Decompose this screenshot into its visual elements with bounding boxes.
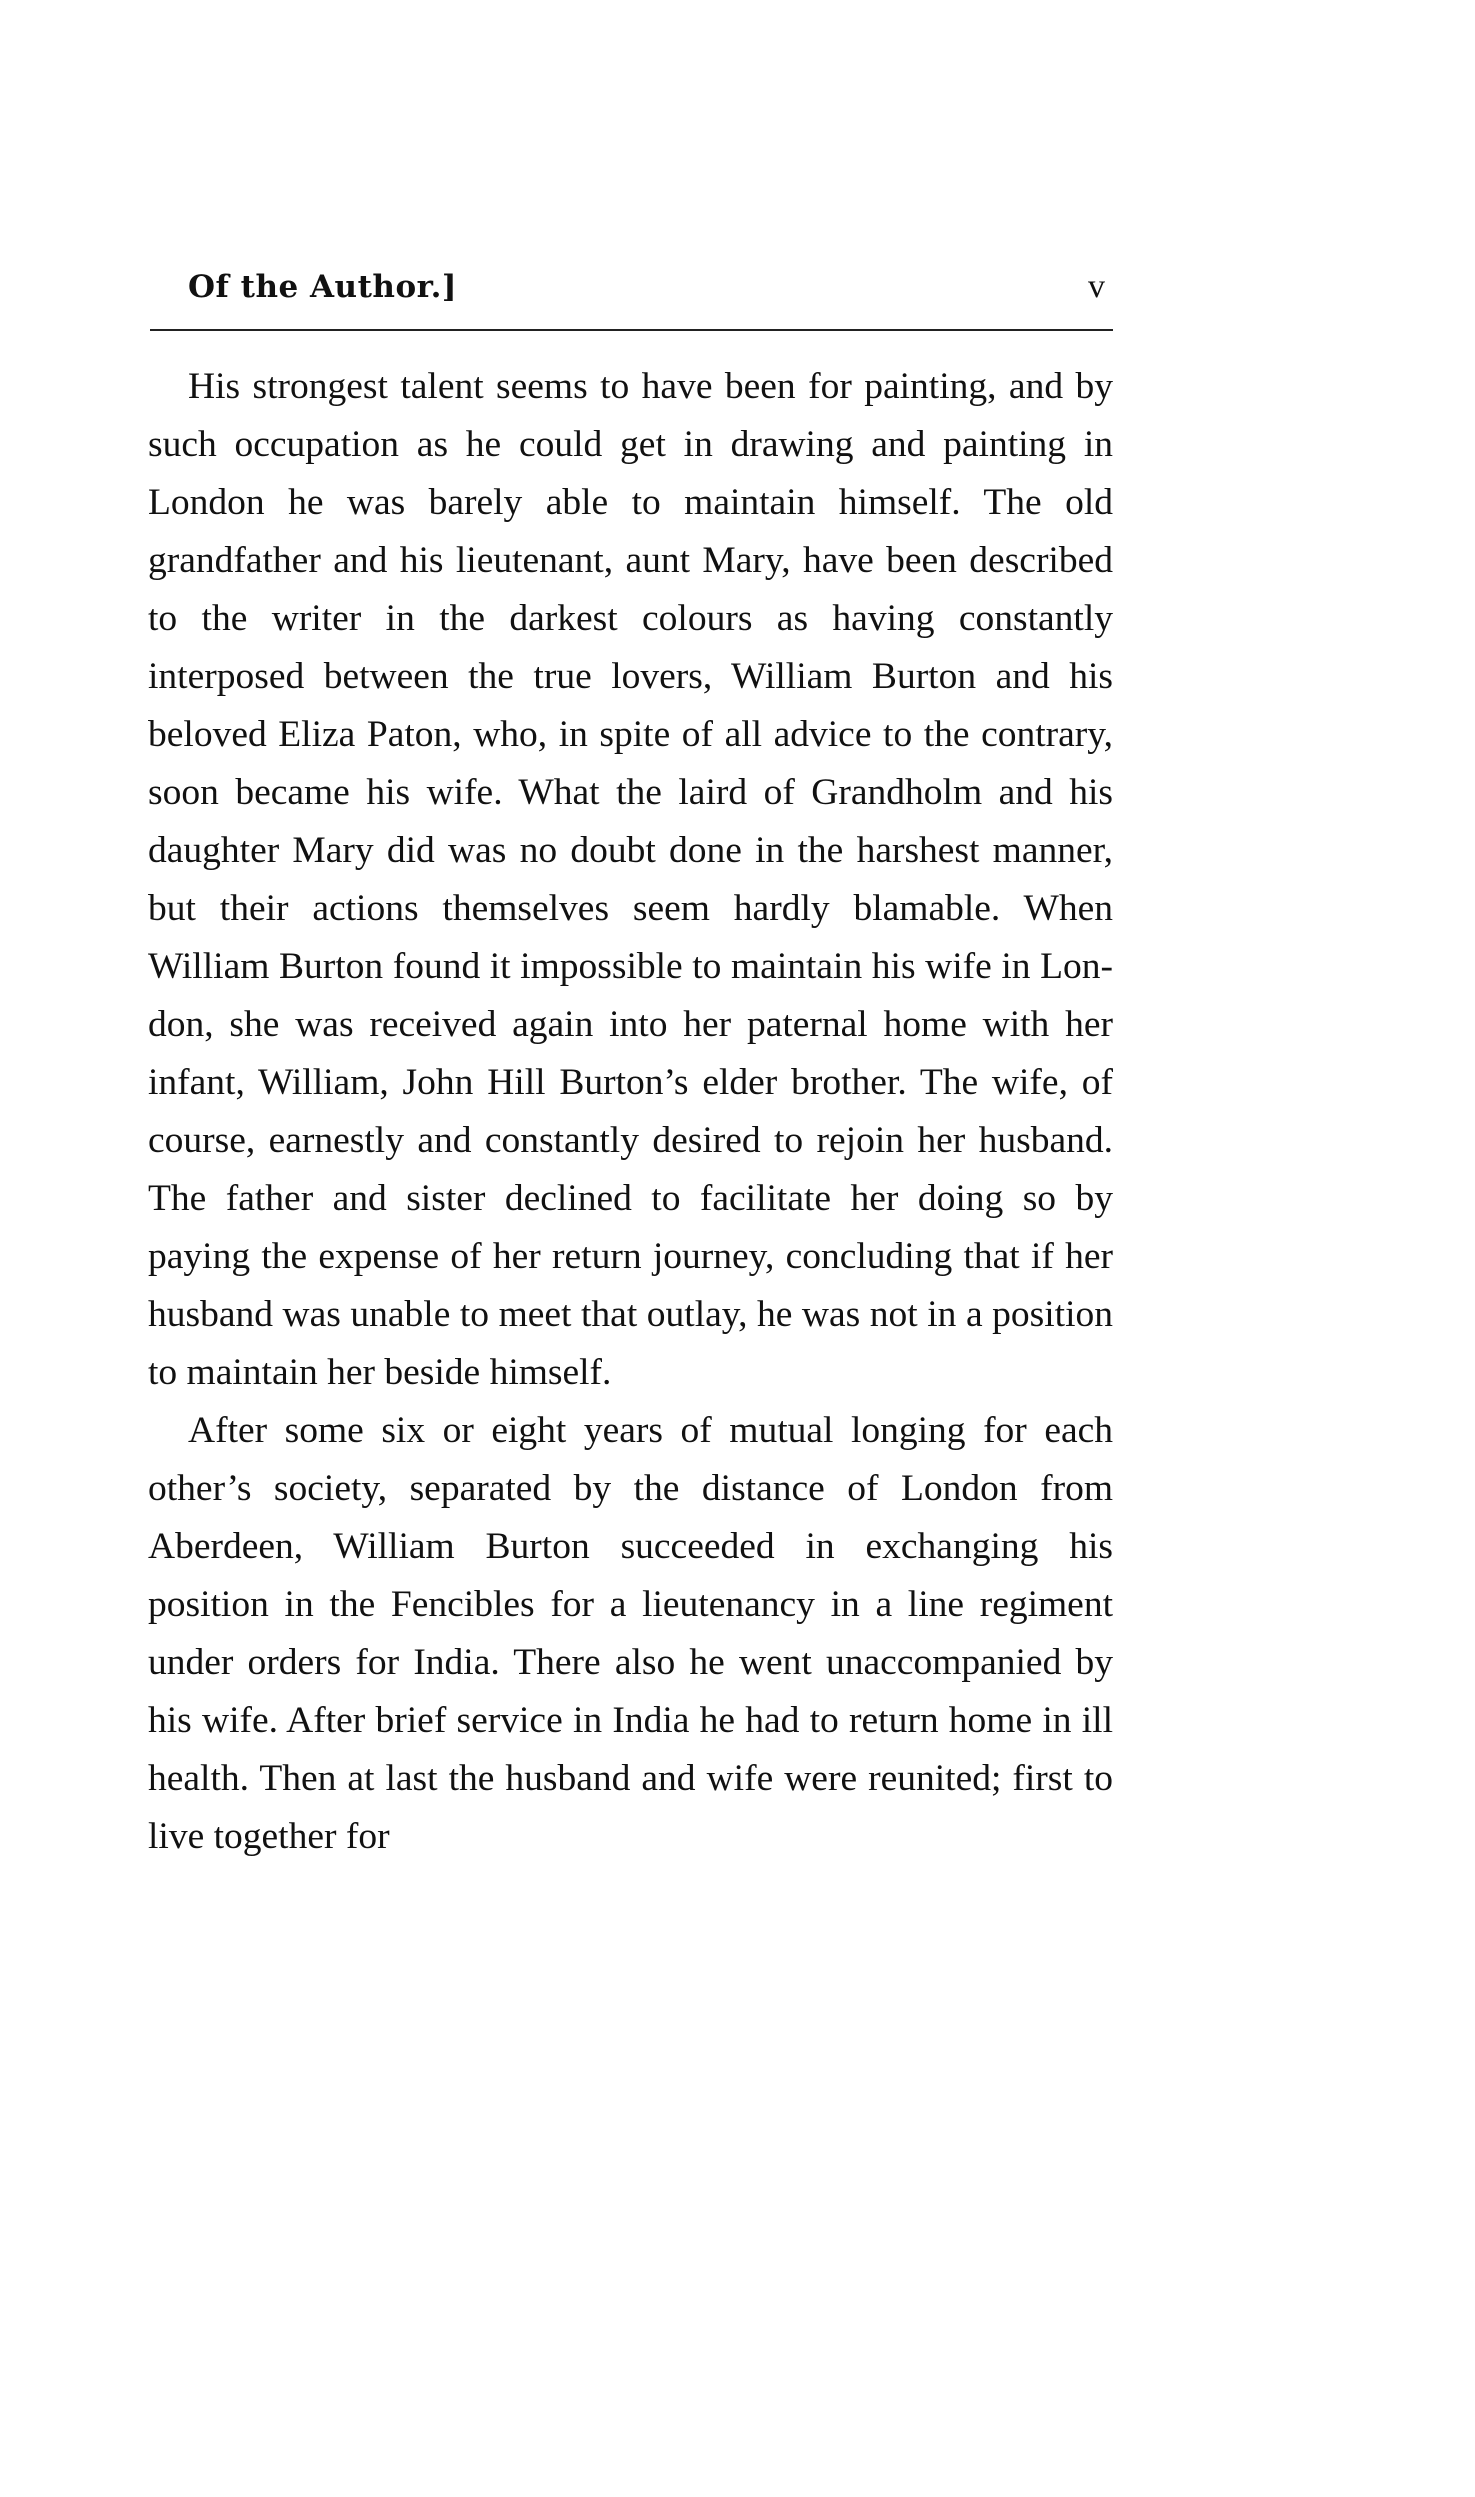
- paragraph: After some six or eight years of mutual longing for each other’s society, separated by the distance of London from Aberdeen, William Burton succeeded in exchanging his position in the Fencibles for a lieutenancy in a line regiment under orders for India. There also he went unaccompanied by his wife. After brief service in India he had to return home in ill health. Then at last the husband and wife were reunited; first to live together for: [148, 1410, 1113, 1857]
- body-text: [148, 358, 1113, 1866]
- running-head: [148, 262, 1113, 312]
- header-rule: [150, 329, 1113, 331]
- page-number: v: [1088, 268, 1105, 305]
- running-title: Of the Author.]: [188, 269, 458, 305]
- paragraph: His strongest talent seems to have been for painting, and by such occupation as he could get in drawing and painting in London he was barely able to maintain himself. The old grandfather and his lieutenant, aunt Mary, have been described to the writer in the darkest colours as having constantly interposed between the true lovers, William Burton and his beloved Eliza Paton, who, in spite of all advice to the contrary, soon became his wife. What the laird of Grandholm and his daughter Mary did was no doubt done in the harshest manner, but their actions themselves seem hardly blamable. When William Burton found it impossible to maintain his wife in London, she was received again into her paternal home with her infant, William, John Hill Burton’s elder brother. The wife, of course, earnestly and constantly desired to rejoin her husband. The father and sister declined to facilitate her doing so by paying the expense of her return journey, concluding that if her husband was unable to meet that outlay, he was not in a position to maintain her beside himself.: [148, 366, 1113, 1393]
